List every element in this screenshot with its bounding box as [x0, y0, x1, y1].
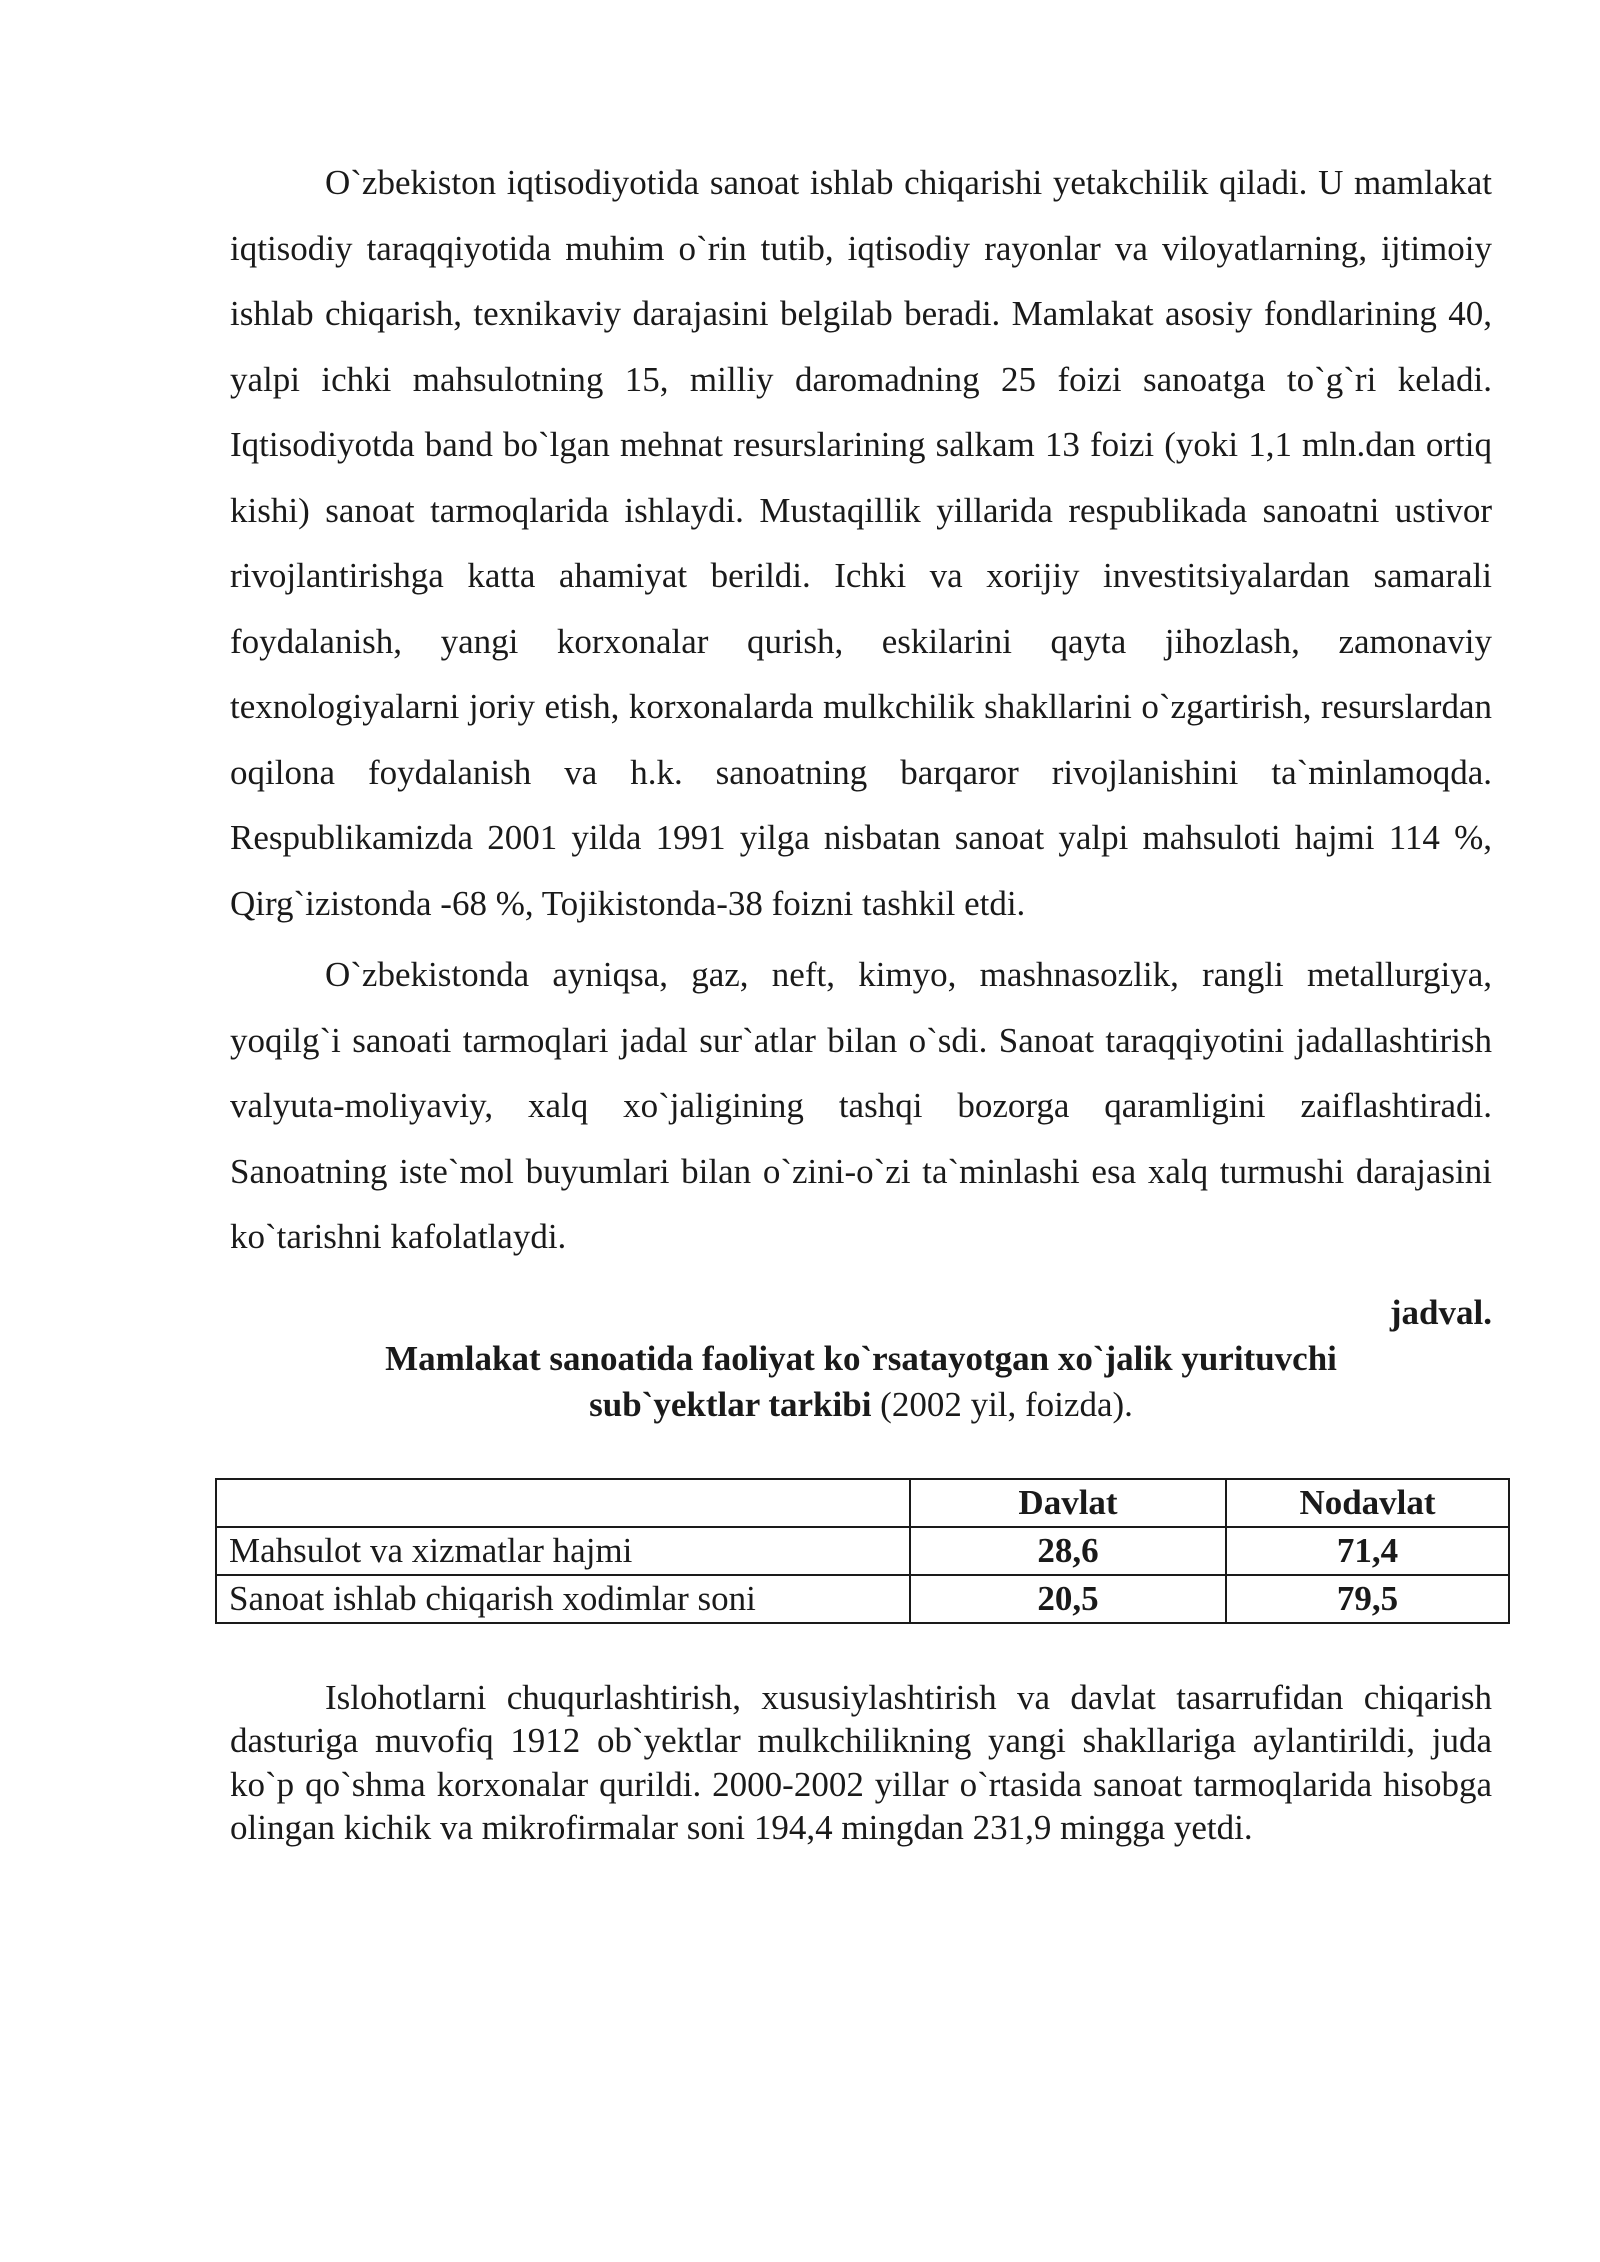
header-empty-cell [216, 1479, 910, 1527]
cell-davlat: 20,5 [910, 1575, 1226, 1623]
cell-davlat: 28,6 [910, 1527, 1226, 1575]
table-caption [230, 1336, 1492, 1428]
table-caption-title-line1: Mamlakat sanoatida faoliyat ko`rsatayotgan xo`jalik yurituvchi [385, 1338, 1337, 1378]
body-paragraph-1: O`zbekiston iqtisodiyotida sanoat ishlab chiqarishi yetakchilik qiladi. U mamlakat iqtisodiy taraqqiyotida muhim o`rin tutib, iqtisodiy rayonlar va viloyatlarning, ijtimoiy ishlab chiqarish, texnikaviy darajasini belgilab beradi. Mamlakat asosiy fondlarining 40, yalpi ichki mahsulotning 15, milliy daromadning 25 foizi sanoatga to`g`ri keladi. Iqtisodiyotda band bo`lgan mehnat resurslarining salkam 13 foizi (yoki 1,1 mln.dan ortiq kishi) sanoat tarmoqlarida ishlaydi. Mustaqillik yillarida respublikada sanoatni ustivor rivojlantirishga katta ahamiyat berildi. Ichki va xorijiy investitsiyalardan samarali foydalanish, yangi korxonalar qurish, eskilarini qayta jihozlash, zamonaviy texnologiyalarni joriy etish, korxonalarda mulkchilik shakllarini o`zgartirish, resurslardan oqilona foydalanish va h.k. sanoatning barqaror rivojlanishini ta`minlamoqda. Respublikamizda 2001 yilda 1991 yilga nisbatan sanoat yalpi mahsuloti hajmi 114 %, Qirg`izistonda -68 %, Tojikistonda-38 foizni tashkil etdi. [230, 163, 1492, 923]
row-label: Mahsulot va xizmatlar hajmi [216, 1527, 910, 1575]
row-label: Sanoat ishlab chiqarish xodimlar soni [216, 1575, 910, 1623]
table-caption-title-line2: sub`yektlar tarkibi [589, 1384, 872, 1424]
body-paragraph-2: O`zbekistonda ayniqsa, gaz, neft, kimyo, mashnasozlik, rangli metallurgiya, yoqilg`i sanoati tarmoqlari jadal sur`atlar bilan o`sdi. Sanoat taraqqiyotini jadallashtirish valyuta-moliyaviy, xalq xo`jaligining tashqi bozorga qaramligini zaiflashtiradi. Sanoatning iste`mol buyumlari bilan o`zini-o`zi ta`minlashi esa xalq turmushi darajasini ko`tarishni kafolatlaydi. [230, 955, 1492, 1256]
header-nodavlat: Nodavlat [1226, 1479, 1509, 1527]
table-caption-note: (2002 yil, foizda). [871, 1384, 1133, 1424]
cell-nodavlat: 79,5 [1226, 1575, 1509, 1623]
table-row [216, 1575, 1509, 1623]
document-page [230, 150, 1492, 1850]
table-row [216, 1527, 1509, 1575]
table-header-row [216, 1479, 1509, 1527]
header-davlat: Davlat [910, 1479, 1226, 1527]
closing-paragraph: Islohotlarni chuqurlashtirish, xususiylashtirish va davlat tasarrufidan chiqarish dasturiga muvofiq 1912 ob`yektlar mulkchilikning yangi shakllariga aylantirildi, juda ko`p qo`shma korxonalar qurildi. 2000-2002 yillar o`rtasida sanoat tarmoqlarida hisobga olingan kichik va mikrofirmalar soni 194,4 mingdan 231,9 mingga yetdi. [230, 1677, 1492, 1847]
cell-nodavlat: 71,4 [1226, 1527, 1509, 1575]
data-table [215, 1478, 1510, 1624]
table-label: jadval. [1389, 1292, 1492, 1332]
